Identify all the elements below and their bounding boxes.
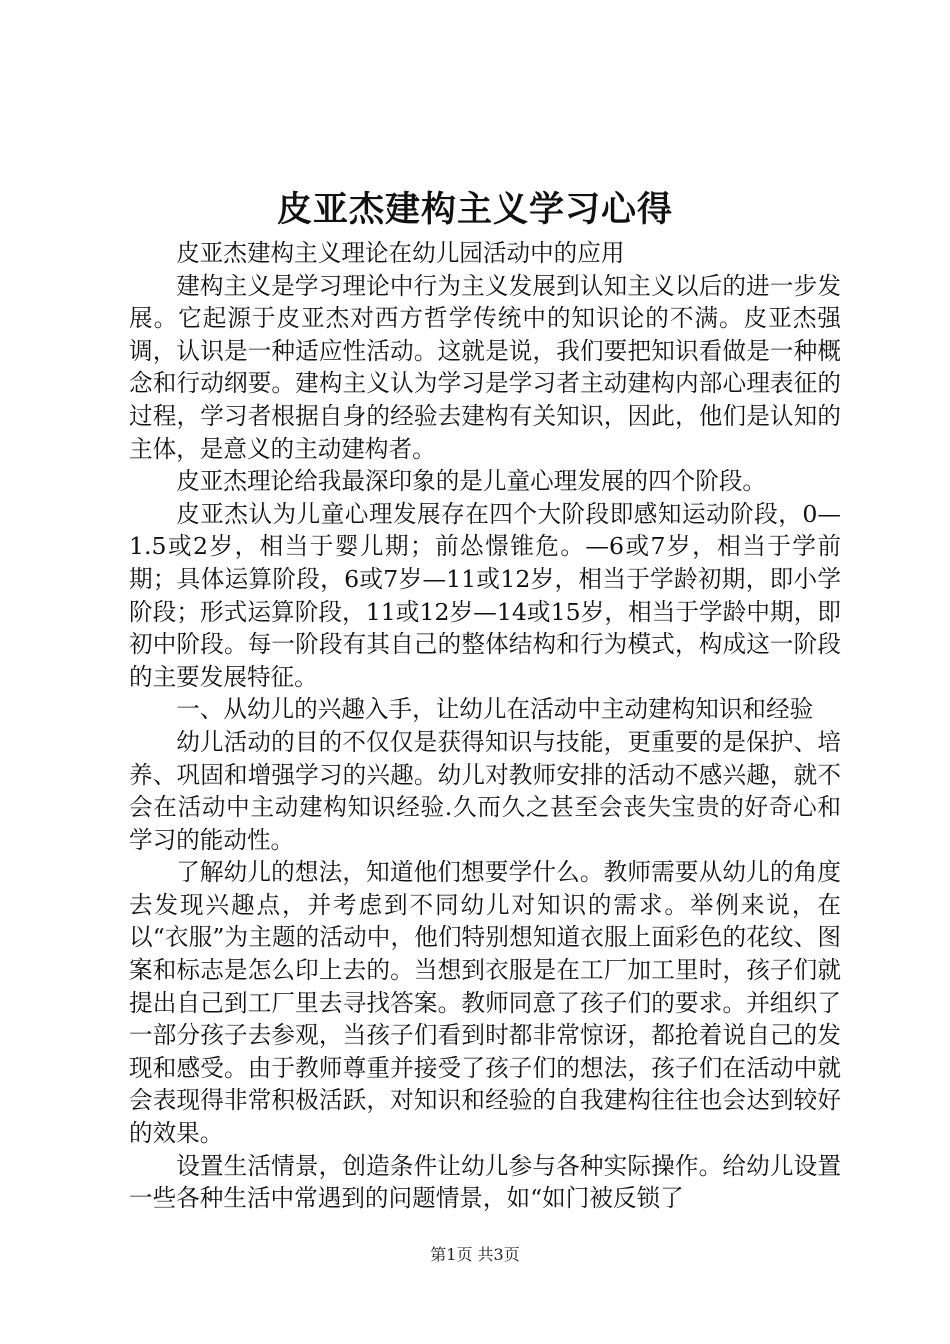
paragraph: 设置生活情景，创造条件让幼儿参与各种实际操作。给幼儿设置一些各种生活中常遇到的问题情景，如“如门被反锁了 [129,1151,841,1213]
paragraph-subtitle: 皮亚杰建构主义理论在幼儿园活动中的应用 [176,239,625,267]
paragraph: 了解幼儿的想法，知道他们想要学什么。教师需要从幼儿的角度去发现兴趣点，并考虑到不同幼儿对知识的需求。举例来说，在以“衣服”为主题的活动中，他们特别想知道衣服上面彩色的花纹、图案和标志是怎么印上去的。当想到衣服是在工厂加工里时，孩子们就提出自己到工厂里去寻找答案。教师同意了孩子们的要求。并组织了一部分孩子去参观，当孩子们看到时都非常惊讶，都抢着说自己的发现和感受。由于教师尊重并接受了孩子们的想法，孩子们在活动中就会表现得非常积极活跃，对知识和经验的自我建构往往也会达到较好的效果。 [129,858,841,1148]
paragraph: 皮亚杰理论给我最深印象的是儿童心理发展的四个阶段。 [176,467,767,496]
paragraph: 皮亚杰认为儿童心理发展存在四个大阶段即感知运动阶段，0—1.5或2岁，相当于婴儿期；前怂憬锥危。—6或7岁，相当于学前期；具体运算阶段，6或7岁—11或12岁，相当于学龄初期，即小学阶段；形式运算阶段，11或12岁—14或15岁，相当于学龄中期，即初中阶段。每一阶段有其自己的整体结构和行为模式，构成这一阶段的主要发展特征。 [129,499,841,691]
page-footer: 第1页 共3页 [430,1245,520,1264]
document-body [129,237,841,1215]
paragraph: 建构主义是学习理论中行为主义发展到认知主义以后的进一步发展。它起源于皮亚杰对西方哲学传统中的知识论的不满。皮亚杰强调，认识是一种适应性活动。这就是说，我们要把知识看做是一种概念和行动纲要。建构主义认为学习是学习者主动建构内部心理表征的过程，学习者根据自身的经验去建构有关知识，因此，他们是认知的主体，是意义的主动建构者。 [129,271,841,463]
section-heading: 一、从幼儿的兴趣入手，让幼儿在活动中主动建构知识和经验 [176,695,814,724]
document-title: 皮亚杰建构主义学习心得 [276,189,673,230]
paragraph: 幼儿活动的目的不仅仅是获得知识与技能，更重要的是保护、培养、巩固和增强学习的兴趣。幼儿对教师安排的活动不感兴趣，就不会在活动中主动建构知识经验.久而久之甚至会丧失宝贵的好奇心和学习的能动性。 [129,727,841,854]
